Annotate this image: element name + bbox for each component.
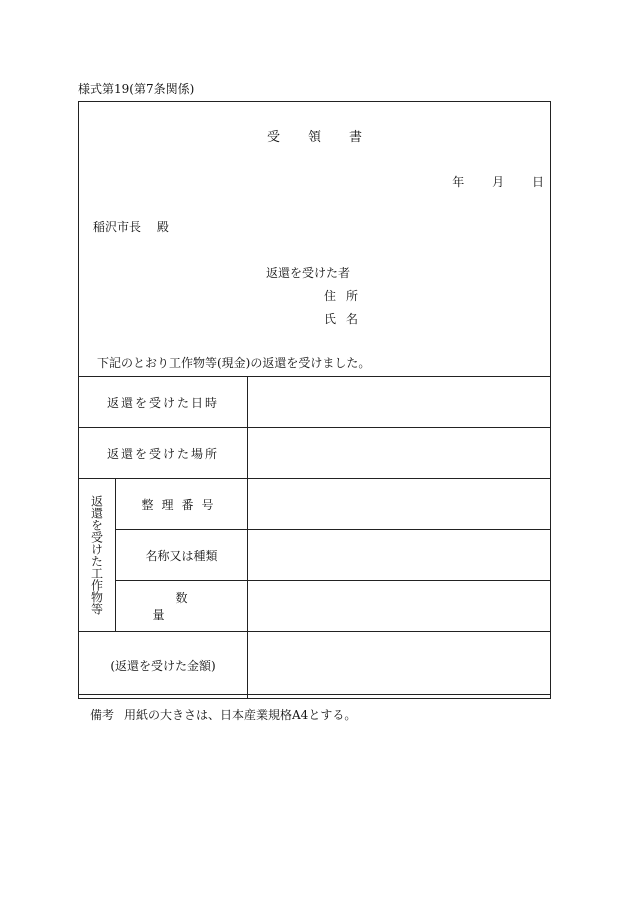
date-day-label: 日 bbox=[531, 175, 544, 189]
returner-name-label: 氏名 bbox=[324, 312, 369, 326]
date-line bbox=[452, 173, 544, 190]
receipt-form-frame bbox=[78, 101, 551, 695]
returner-address-label: 住所 bbox=[324, 289, 369, 303]
return-place-label: 返還を受けた場所 bbox=[79, 428, 248, 479]
recipient-line bbox=[93, 218, 169, 235]
table-row bbox=[79, 581, 551, 632]
table-row bbox=[79, 530, 551, 581]
return-place-field[interactable] bbox=[248, 428, 551, 479]
returned-items-group-label: 返還を受けた工作物等 bbox=[79, 479, 116, 632]
remarks-label: 備考 bbox=[90, 708, 115, 722]
statement-text: 下記のとおり工作物等(現金)の返還を受けました。 bbox=[97, 356, 371, 370]
table-row bbox=[79, 428, 551, 479]
date-year-label: 年 bbox=[452, 175, 465, 189]
amount-label: (返還を受けた金額) bbox=[79, 632, 248, 699]
table-row bbox=[79, 377, 551, 428]
date-month-label: 月 bbox=[492, 175, 505, 189]
quantity-label: 数量 bbox=[116, 581, 248, 632]
form-title: 受領書 bbox=[266, 130, 390, 145]
serial-number-field[interactable] bbox=[248, 479, 551, 530]
return-datetime-label: 返還を受けた日時 bbox=[79, 377, 248, 428]
item-name-label: 名称又は種類 bbox=[116, 530, 248, 581]
remarks-text: 用紙の大きさは、日本産業規格A4とする。 bbox=[124, 708, 357, 722]
returner-heading: 返還を受けた者 bbox=[266, 266, 351, 280]
serial-number-label: 整理番号 bbox=[116, 479, 248, 530]
item-name-field[interactable] bbox=[248, 530, 551, 581]
recipient-name: 稲沢市長 bbox=[93, 220, 142, 234]
amount-field[interactable] bbox=[248, 632, 551, 699]
remarks-note bbox=[90, 706, 356, 723]
recipient-honorific: 殿 bbox=[156, 220, 169, 234]
form-number-label: 様式第19(第7条関係) bbox=[78, 82, 195, 96]
table-row bbox=[79, 632, 551, 699]
return-datetime-field[interactable] bbox=[248, 377, 551, 428]
quantity-field[interactable] bbox=[248, 581, 551, 632]
return-details-table bbox=[78, 376, 551, 699]
table-row bbox=[79, 479, 551, 530]
